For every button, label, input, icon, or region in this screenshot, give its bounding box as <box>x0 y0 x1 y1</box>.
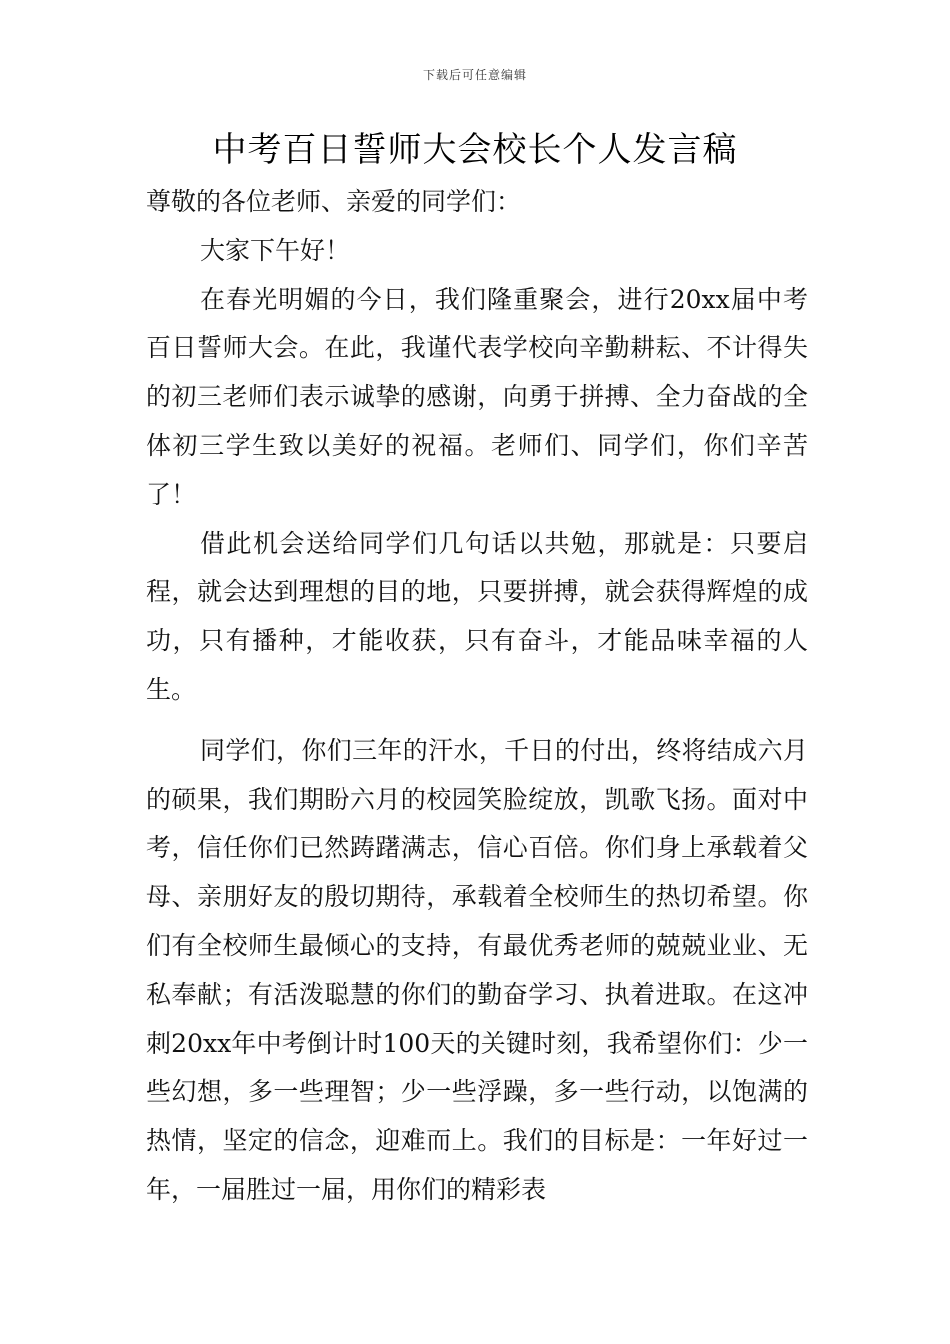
paragraph-expectations: 同学们，你们三年的汗水，千日的付出，终将结成六月的硕果，我们期盼六月的校园笑脸绽放，凯歌飞扬。面对中考，信任你们已然踌躇满志，信心百倍。你们身上承载着父母、亲朋好友的殷切期待，承载着全校师生的热切希望。你们有全校师生最倾心的支持，有最优秀老师的兢兢业业、无私奉献；有活泼聪慧的你们的勤奋学习、执着进取。在这冲刺20xx年中考倒计时100天的关键时刻，我希望你们：少一些幻想，多一些理智；少一些浮躁，多一些行动，以饱满的热情，坚定的信念，迎难而上。我们的目标是：一年好过一年，一届胜过一届，用你们的精彩表 <box>146 735 808 1204</box>
document-body <box>146 178 808 1215</box>
paragraph-encouragement: 借此机会送给同学们几句话以共勉，那就是：只要启程，就会达到理想的目的地，只要拼搏，就会获得辉煌的成功，只有播种，才能收获，只有奋斗，才能品味幸福的人生。 <box>146 528 808 704</box>
paragraph-opening: 在春光明媚的今日，我们隆重聚会，进行20xx届中考百日誓师大会。在此，我谨代表学校向辛勤耕耘、不计得失的初三老师们表示诚挚的感谢，向勇于拼搏、全力奋战的全体初三学生致以美好的祝福。老师们、同学们，你们辛苦了！ <box>146 284 808 509</box>
document-title: 中考百日誓师大会校长个人发言稿 <box>212 130 738 170</box>
greeting: 大家下午好！ <box>200 235 351 265</box>
header-note: 下载后可任意编辑 <box>422 68 527 82</box>
salutation: 尊敬的各位老师、亲爱的同学们： <box>146 187 522 216</box>
